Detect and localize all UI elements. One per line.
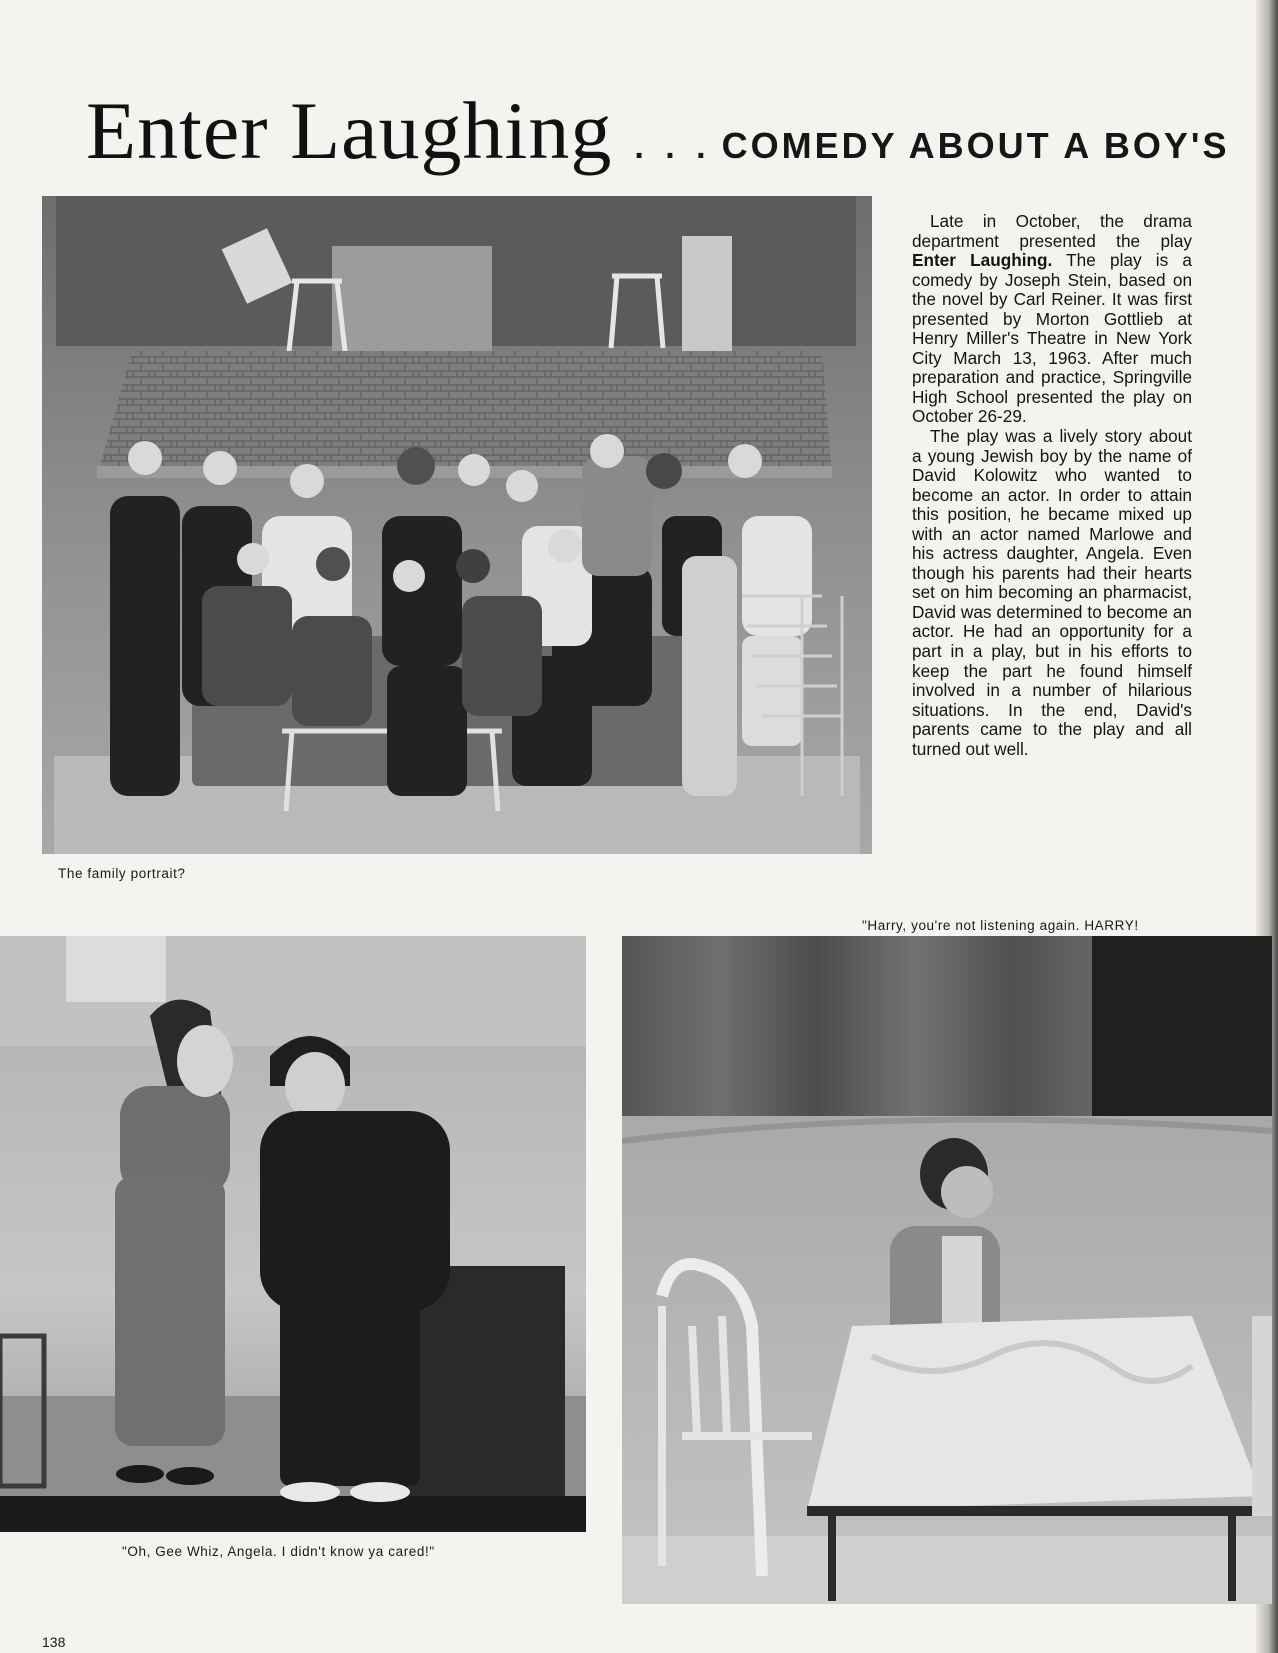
article-paragraph-2: The play was a lively story about a young Jewish boy by the name of David Kolowitz who wanted to become an actor. In order to attain this position, he became mixed up with an actor named Marlowe and his actress daughter, Angela. Even though his parents had their hearts set on him becoming an pharmacist, David was determined to become an actor. He had an opportunity for a part in a play, but in his efforts to keep the part he found himself involved in a number of hilarious situations. In the end, David's parents came to the play and all turned out well. <box>912 426 1192 759</box>
title-dots: . . . <box>634 128 712 166</box>
cast-photo-caption: The family portrait? <box>58 866 186 881</box>
title-subtitle: COMEDY ABOUT A BOY'S <box>721 125 1230 166</box>
couple-photo-caption: "Oh, Gee Whiz, Angela. I didn't know ya cared!" <box>122 1544 435 1559</box>
cast-photo <box>42 196 872 854</box>
title-main: Enter Laughing <box>86 85 613 176</box>
kitchen-photo-caption: "Harry, you're not listening again. HARRY! <box>862 918 1139 933</box>
couple-photo <box>0 936 586 1532</box>
article-paragraph-1: Late in October, the drama department presented the play Enter Laughing. The play is a comedy by Joseph Stein, based on the novel by Carl Reiner. It was first presented by Morton Gottlieb at Henry Miller's Theatre in New York City March 13, 1963. After much preparation and practice, Springville High School presented the play on October 26-29. <box>912 211 1192 427</box>
article-body <box>912 212 1192 759</box>
play-title-bold: Enter Laughing. <box>912 250 1053 271</box>
page-number: 138 <box>42 1634 66 1650</box>
kitchen-photo <box>622 936 1272 1604</box>
page-title <box>86 84 1230 178</box>
